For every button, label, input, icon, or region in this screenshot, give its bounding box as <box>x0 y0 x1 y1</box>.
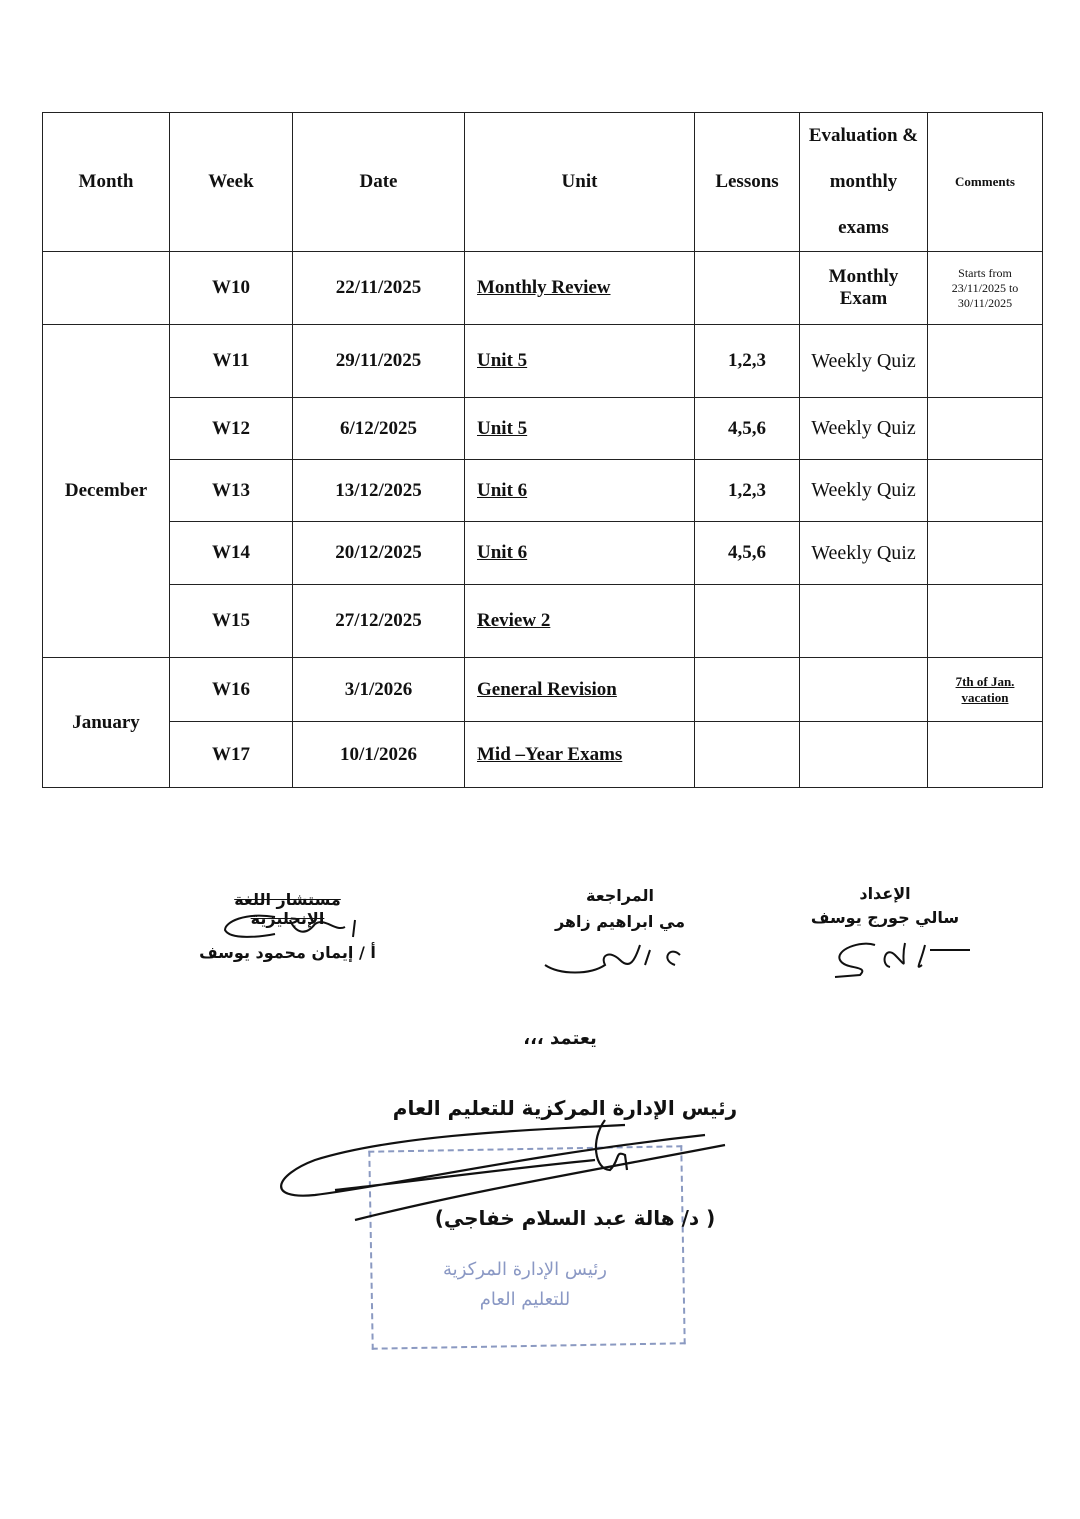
reviewed-signature <box>540 940 690 980</box>
prepared-signature <box>830 935 980 980</box>
date-cell: 20/12/2025 <box>293 522 465 585</box>
table-row <box>43 522 1043 585</box>
reviewed-name: مي ابراهيم زاهر <box>554 912 686 931</box>
date-cell: 27/12/2025 <box>293 585 465 658</box>
evaluation-cell <box>800 658 928 722</box>
unit-cell: General Revision <box>465 658 695 722</box>
evaluation-cell: Monthly Exam <box>800 252 928 325</box>
comments-cell <box>928 722 1043 788</box>
date-cell: 3/1/2026 <box>293 658 465 722</box>
schedule-table <box>42 112 1043 788</box>
stamp-text: رئيس الإدارة المركزية للتعليم العام <box>443 1259 607 1310</box>
week-cell: W13 <box>170 460 293 522</box>
header-unit: Unit <box>465 113 695 252</box>
header-evaluation: Evaluation & monthly exams <box>800 113 928 252</box>
header-lessons: Lessons <box>695 113 800 252</box>
date-cell: 10/1/2026 <box>293 722 465 788</box>
comments-cell: 7th of Jan. vacation <box>928 658 1043 722</box>
lessons-cell <box>695 658 800 722</box>
evaluation-cell <box>800 722 928 788</box>
header-date: Date <box>293 113 465 252</box>
prepared-title: الإعداد <box>859 884 911 903</box>
comments-cell <box>928 460 1043 522</box>
month-cell: December <box>43 325 170 658</box>
header-comments: Comments <box>928 113 1043 252</box>
evaluation-cell: Weekly Quiz <box>800 398 928 460</box>
comments-cell <box>928 585 1043 658</box>
unit-cell: Unit 6 <box>465 460 695 522</box>
unit-cell: Unit 6 <box>465 522 695 585</box>
month-cell: January <box>43 658 170 788</box>
date-cell: 29/11/2025 <box>293 325 465 398</box>
header-week: Week <box>170 113 293 252</box>
approval-title: رئيس الإدارة المركزية للتعليم العام <box>392 1096 738 1120</box>
table-row <box>43 722 1043 788</box>
week-cell: W16 <box>170 658 293 722</box>
week-cell: W12 <box>170 398 293 460</box>
lessons-cell: 4,5,6 <box>695 398 800 460</box>
evaluation-cell: Weekly Quiz <box>800 460 928 522</box>
lessons-cell <box>695 252 800 325</box>
prepared-name: سالي جورج يوسف <box>810 908 960 927</box>
evaluation-cell <box>800 585 928 658</box>
header-row <box>43 113 1043 252</box>
table-row <box>43 585 1043 658</box>
month-cell <box>43 252 170 325</box>
week-cell: W11 <box>170 325 293 398</box>
header-month: Month <box>43 113 170 252</box>
consultant-name: أ / إيمان محمود يوسف <box>199 943 376 962</box>
week-cell: W15 <box>170 585 293 658</box>
date-cell: 13/12/2025 <box>293 460 465 522</box>
table-row <box>43 252 1043 325</box>
unit-cell: Mid –Year Exams <box>465 722 695 788</box>
comments-cell <box>928 325 1043 398</box>
date-cell: 22/11/2025 <box>293 252 465 325</box>
lessons-cell <box>695 722 800 788</box>
comments-cell <box>928 398 1043 460</box>
consultant-title: مستشار اللغة الإنجليزية <box>234 890 341 928</box>
week-cell: W17 <box>170 722 293 788</box>
lessons-cell: 4,5,6 <box>695 522 800 585</box>
unit-cell: Monthly Review <box>465 252 695 325</box>
approval-label: يعتمد ،،، <box>523 1028 597 1049</box>
table-row <box>43 460 1043 522</box>
lessons-cell: 1,2,3 <box>695 325 800 398</box>
approval-name: ( د/ هالة عبد السلام خفاجي) <box>434 1206 716 1230</box>
evaluation-cell: Weekly Quiz <box>800 325 928 398</box>
comments-cell <box>928 522 1043 585</box>
approval-signature <box>275 1110 735 1230</box>
lessons-cell: 1,2,3 <box>695 460 800 522</box>
consultant-signature <box>205 912 375 944</box>
week-cell: W10 <box>170 252 293 325</box>
week-cell: W14 <box>170 522 293 585</box>
evaluation-cell: Weekly Quiz <box>800 522 928 585</box>
unit-cell: Review 2 <box>465 585 695 658</box>
date-cell: 6/12/2025 <box>293 398 465 460</box>
table-row <box>43 325 1043 398</box>
table-row <box>43 658 1043 722</box>
table-row <box>43 398 1043 460</box>
unit-cell: Unit 5 <box>465 325 695 398</box>
lessons-cell <box>695 585 800 658</box>
comments-cell: Starts from 23/11/2025 to 30/11/2025 <box>928 252 1043 325</box>
reviewed-title: المراجعة <box>586 886 654 905</box>
unit-cell: Unit 5 <box>465 398 695 460</box>
